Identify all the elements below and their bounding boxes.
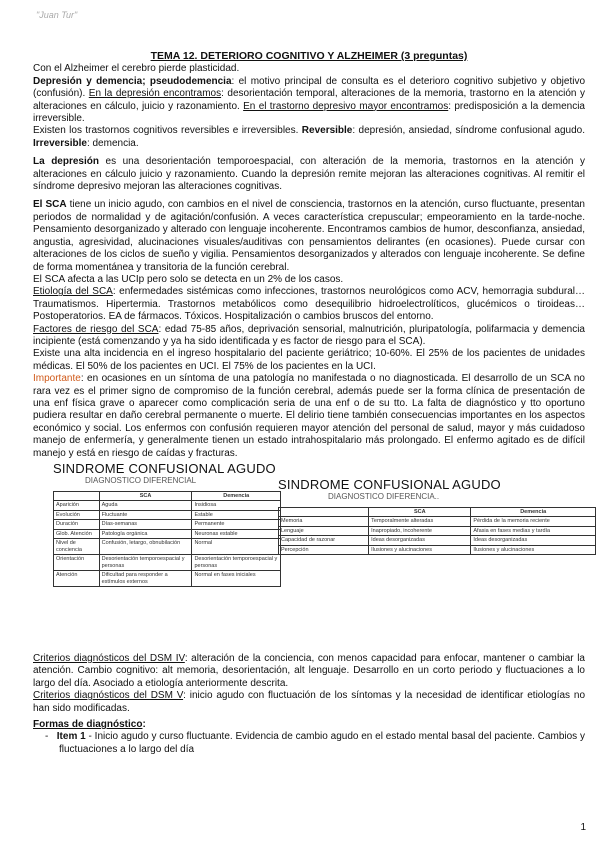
table-header-cell: Demencia	[471, 507, 596, 517]
table-cell: Confusión, letargo, obnubilación	[99, 539, 192, 555]
table-row	[54, 555, 281, 571]
table-cell: Lenguaje	[279, 526, 369, 536]
table-cell: Evolución	[54, 510, 100, 520]
table-cell: Patología orgánica	[99, 529, 192, 539]
paragraph-sca-ucip: El SCA afecta a las UCIp pero solo se detecta en un 2% de los casos.	[33, 273, 344, 285]
paragraph-dsm-v	[33, 690, 585, 715]
table-row	[54, 529, 281, 539]
list-item	[45, 731, 585, 756]
table-cell: Atención	[54, 571, 100, 587]
differential-table-1	[53, 491, 281, 588]
document-page	[33, 50, 585, 756]
table-cell: Ilusiones y alucinaciones	[369, 545, 471, 555]
watermark: "Juan Tur"	[36, 10, 78, 20]
table-row	[54, 571, 281, 587]
table-row	[54, 539, 281, 555]
term-pseudodemencia: Depresión y demencia; pseudodemencia	[33, 75, 232, 87]
table-cell: Pérdida de la memoria reciente	[471, 517, 596, 527]
table-header-cell	[54, 491, 100, 501]
table-cell: Aparición	[54, 501, 100, 511]
text: : predisposición a la demencia irreversible.	[33, 100, 585, 125]
table-row	[279, 545, 596, 555]
heading-dsm-iv: Criterios diagnósticos del DSM IV	[33, 653, 185, 664]
paragraph-factores-riesgo	[33, 324, 585, 349]
heading-formas-diagnostico	[33, 719, 585, 731]
diagnostic-tables	[33, 463, 585, 653]
text: : en ocasiones en un síntoma de una patología no manifestada o no diagnosticada. El desarrollo de un SCA no rara vez es el primer signo de compromiso de la función cerebral, además puede ser la forma clínica de presentación de una enf física grave o aparecer como complicación seria de una enf o de su tto. La falta de diagnóstico y tto oportuno pudiera resultar en daño cerebral permanente o muerte. El delirio tiene también consecuencias importantes en los aspectos económico y social. Los enfermos con confusión requieren mayor atención del personal de salud, mayor y más cuidadoso manejo de enfermería, y generalmente tienen un estado intrahospitalario más prolongado. El enfermo agitado es de difícil manejo y está en riesgo de caídas y fracturas.	[33, 373, 585, 459]
table-cell: Insidiosa	[192, 501, 281, 511]
table-header-row	[54, 491, 281, 501]
table-sca-1	[53, 463, 283, 587]
text: : depresión, ansiedad, síndrome confusional agudo.	[352, 125, 585, 137]
paragraph-el-sca	[33, 199, 585, 273]
paragraph-depresion-demencia	[33, 76, 585, 126]
text: : desorientación temporal, alteraciones de la memoria, trastorno en la atención y alteraciones en cálculo, juicio y razonamiento.	[33, 88, 586, 112]
table-cell: Nivel de conciencia	[54, 539, 100, 555]
text: : enfermedades sistémicas como infecciones, trastornos neurológicos como ACV, hemorragia subdural… Traumatismos. Hipertermia. Trastornos metabólicos como desequilibrio hidroelectrolíticos, glucémicos o tiroideas… Postoperatorios. EA de fármacos. Tóxicos. Hospitalización o cambios bruscos del entorno.	[33, 286, 585, 323]
table-cell: Permanente	[192, 520, 281, 530]
term-la-depresion: La depresión	[33, 156, 99, 168]
paragraph-etiologia	[33, 286, 585, 323]
paragraph-incidencia: Existe una alta incidencia en el ingreso hospitalario del paciente geriátrico; 10-60%. El 25% de los pacientes de unidades médicas. El 50% de los pacientes en UCI. El 75% de los pacientes en la UCI.	[33, 348, 585, 372]
paragraph-la-depresion	[33, 156, 585, 193]
page-title: TEMA 12. DETERIORO COGNITIVO Y ALZHEIMER (3 preguntas)	[150, 50, 468, 62]
table-cell: Memoria	[279, 517, 369, 527]
table-subtitle: DIAGNOSTICO DIFERENCIA..	[328, 492, 440, 502]
table-cell: Duración	[54, 520, 100, 530]
text: - Inicio agudo y curso fluctuante. Evidencia de cambio agudo en el estado mental basal del paciente. Cambios y fluctuaciones a lo largo del día	[59, 731, 585, 755]
table-title: SINDROME CONFUSIONAL AGUDO	[278, 477, 501, 492]
item-label: Item 1	[56, 731, 86, 743]
paragraph-dsm-iv	[33, 653, 585, 690]
differential-table-2	[278, 507, 596, 556]
text: : demencia.	[86, 137, 139, 149]
text: : inicio agudo con fluctuación de los síntomas y la necesidad de identificar etiologías no han sido modificadas.	[33, 690, 586, 714]
table-sca-2	[278, 479, 598, 555]
paragraph-importante	[33, 373, 585, 460]
table-cell: Desorientación temporoespacial y personas	[192, 555, 281, 571]
table-cell: Glob. Atención	[54, 529, 100, 539]
table-header-cell: SCA	[99, 491, 192, 501]
label-importante: Importante	[33, 373, 81, 385]
table-row	[54, 510, 281, 520]
paragraph-trastornos-cognitivos	[33, 125, 585, 150]
table-cell: Normal	[192, 539, 281, 555]
table-cell: Temporalmente alteradas	[369, 517, 471, 527]
underlined-text: En la depresión encontramos	[88, 88, 222, 100]
bullet-dash: -	[45, 731, 49, 743]
heading-etiologia: Etiología del SCA	[33, 286, 113, 298]
table-cell: Normal en fases iniciales	[192, 571, 281, 587]
page-number: 1	[580, 822, 586, 833]
heading-dsm-v: Criterios diagnósticos del DSM V	[33, 690, 184, 702]
table-row	[54, 501, 281, 511]
text: : edad 75-85 años, deprivación sensorial, malnutrición, pluripatología, polifarmacia y demencia incipiente (está comenzando y ya ha sido identificada y es factor de riesgo para el SCA).	[33, 323, 585, 347]
text: : alteración de la conciencia, con menos capacidad para enfocar, mantener o cambiar la atención. Cambio cognitivo: alt memoria, desorientación, alt lenguaje. Desarrollo en un corto periodo y fluctuaciones a lo largo del día. Asociado a etiología anteriormente descrita.	[33, 653, 585, 689]
underlined-text: En el trastorno depresivo mayor encontramos	[243, 100, 449, 112]
table-cell: Días-semanas	[99, 520, 192, 530]
table-cell: Desorientación temporoespacial y personas	[99, 555, 192, 571]
paragraph-alzheimer: Con el Alzheimer el cerebro pierde plasticidad.	[33, 63, 240, 75]
table-row	[279, 526, 596, 536]
table-header-cell: Demencia	[192, 491, 281, 501]
table-cell: Capacidad de razonar	[279, 536, 369, 546]
heading-factores-riesgo: Factores de riesgo del SCA	[33, 323, 159, 335]
term-irreversible: Irreversible	[33, 137, 87, 149]
underlined-text: Formas de diagnóstico	[33, 719, 143, 731]
table-cell: Orientación	[54, 555, 100, 571]
table-cell: Ideas desorganizadas	[471, 536, 596, 546]
text: es una desorientación temporoespacial, con alteración de la memoria, trastornos en la atención y alteraciones en cálculo juicio y razonamiento. Cuando la depresión remite mejoran las alteraciones cognitivas. Al remitir el síndrome depresivo mejoran las alteraciones cognitivas.	[33, 156, 585, 193]
table-header-cell	[279, 507, 369, 517]
text: : el motivo principal de consulta es el deterioro cognitivo subjetivo y objetivo (confusión).	[33, 75, 585, 100]
table-cell: Inapropiado, incoherente	[369, 526, 471, 536]
table-cell: Ideas desorganizadas	[369, 536, 471, 546]
table-title: SINDROME CONFUSIONAL AGUDO	[53, 461, 276, 476]
table-row	[279, 517, 596, 527]
table-cell: Percepción	[279, 545, 369, 555]
term-reversible: Reversible	[301, 125, 353, 137]
table-header-row	[279, 507, 596, 517]
table-row	[54, 520, 281, 530]
table-cell: Fluctuante	[99, 510, 192, 520]
text: Existen los trastornos cognitivos reversibles e irreversibles.	[33, 125, 302, 137]
table-row	[279, 536, 596, 546]
table-header-cell: SCA	[369, 507, 471, 517]
table-cell: Afasia en fases medias y tardía	[471, 526, 596, 536]
text: tiene un inicio agudo, con cambios en el nivel de consciencia, trastornos en la atención, curso fluctuante, presentan periodos de normalidad y de agitación/confusión. A veces característica crepuscular; empeoramiento en la tarde-noche. Pensamiento desorganizado y alterado con lenguaje incoherente. Encontramos cambios de humor, desconfianza, ansiedad, angustia, agresividad, alucinaciones visuales/auditivas con pensamientos delirantes (en ocasiones). Puede cursar con alteraciones de los ciclos de sueño y vigilia. Pensamientos desorganizados y alterados con lenguaje incoherente. Se define de forma momentánea y transitoria de la función cerebral.	[33, 199, 585, 273]
text: :	[142, 719, 146, 731]
table-cell: Estable	[192, 510, 281, 520]
table-cell: Dificultad para responder a estímulos externos	[99, 571, 192, 587]
table-cell: Aguda	[99, 501, 192, 511]
table-cell: Neuronas estable	[192, 529, 281, 539]
table-subtitle: DIAGNOSTICO DIFERENCIAL	[85, 476, 197, 486]
term-el-sca: El SCA	[33, 199, 67, 211]
table-cell: Ilusiones y alucinaciones	[471, 545, 596, 555]
